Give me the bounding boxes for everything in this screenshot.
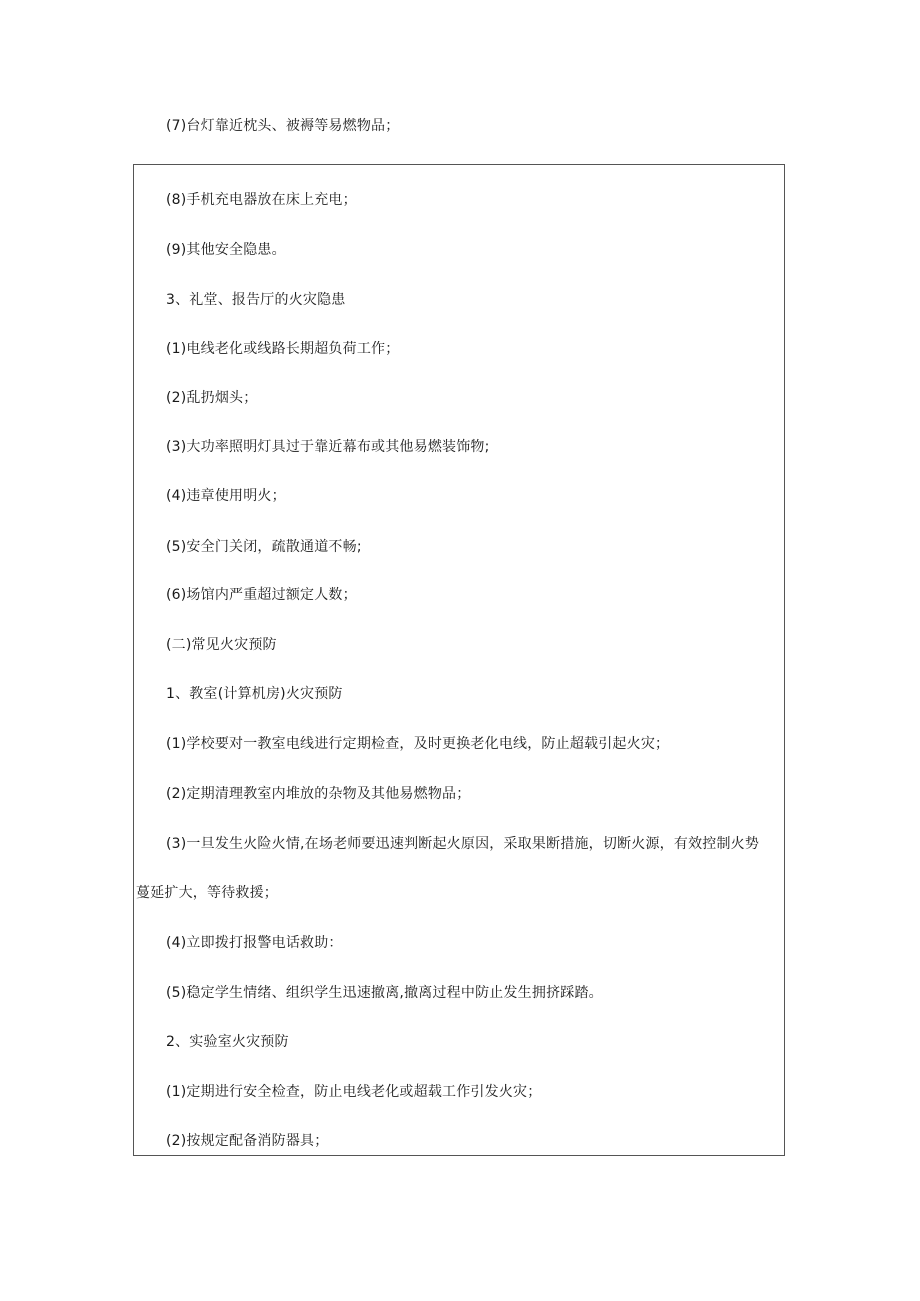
section-heading: 2、实验室火灾预防 bbox=[166, 1034, 289, 1050]
text-line: (1)学校要对一教室电线进行定期检查，及时更换老化电线，防止超载引起火灾； bbox=[166, 736, 670, 752]
text-line: (3)一旦发生火险火情,在场老师要迅速判断起火原因，采取果断措施，切断火源，有效控制火势 bbox=[166, 836, 760, 852]
text-line: (2)乱扔烟头； bbox=[166, 390, 258, 406]
text-line: (1)定期进行安全检查，防止电线老化或超载工作引发火灾； bbox=[166, 1084, 542, 1100]
text-line: (2)定期清理教室内堆放的杂物及其他易燃物品； bbox=[166, 786, 471, 802]
section-heading: 1、教室(计算机房)火灾预防 bbox=[166, 686, 343, 702]
text-line: (5)稳定学生情绪、组织学生迅速撤离,撤离过程中防止发生拥挤踩踏。 bbox=[166, 985, 603, 1001]
text-line: (4)违章使用明火； bbox=[166, 488, 286, 504]
text-line: (8)手机充电器放在床上充电； bbox=[166, 192, 357, 208]
text-line: (6)场馆内严重超过额定人数； bbox=[166, 587, 357, 603]
content-frame bbox=[133, 164, 785, 1156]
text-line: (2)按规定配备消防器具； bbox=[166, 1133, 329, 1149]
text-line: (5)安全门关闭，疏散通道不畅; bbox=[166, 539, 362, 555]
text-line-continuation: 蔓延扩大，等待救援； bbox=[136, 885, 278, 901]
section-heading: 3、礼堂、报告厅的火灾隐患 bbox=[166, 292, 346, 308]
text-line-top: (7)台灯靠近枕头、被褥等易燃物品； bbox=[166, 118, 400, 134]
section-heading: (二)常见火灾预防 bbox=[166, 637, 277, 653]
text-line: (9)其他安全隐患。 bbox=[166, 242, 286, 258]
text-line: (3)大功率照明灯具过于靠近幕布或其他易燃装饰物; bbox=[166, 439, 490, 455]
text-line: (1)电线老化或线路长期超负荷工作； bbox=[166, 341, 400, 357]
text-line: (4)立即拨打报警电话救助： bbox=[166, 935, 343, 951]
